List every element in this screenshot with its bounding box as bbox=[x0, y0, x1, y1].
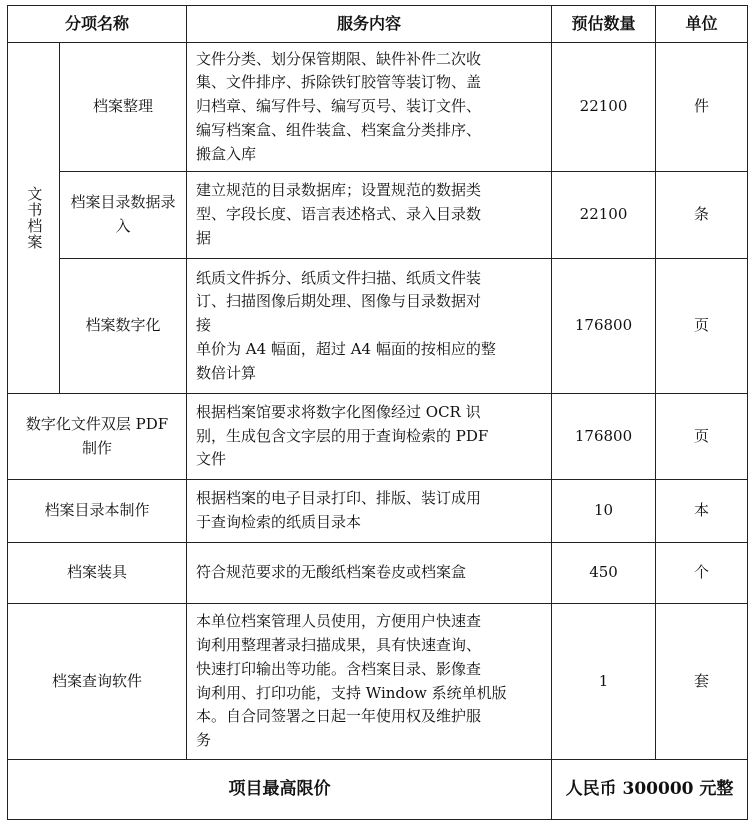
content-line: 快速打印输出等功能。含档案目录、影像查 bbox=[196, 659, 482, 678]
content-line: 根据档案的电子目录打印、排版、装订成用 bbox=[196, 489, 482, 508]
content-line: 据 bbox=[196, 228, 212, 247]
item-qty: 176800 bbox=[552, 394, 656, 480]
item-qty: 176800 bbox=[552, 259, 656, 394]
table-row bbox=[8, 172, 748, 259]
item-unit: 个 bbox=[656, 543, 748, 604]
item-content bbox=[187, 259, 552, 394]
content-line: 接 bbox=[196, 316, 212, 335]
table-header-row bbox=[8, 6, 748, 43]
item-content bbox=[187, 43, 552, 172]
content-line: 建立规范的目录数据库；设置规范的数据类 bbox=[196, 181, 482, 200]
group-cell bbox=[8, 43, 60, 394]
table-row bbox=[8, 43, 748, 172]
total-row bbox=[8, 760, 748, 820]
content-line: 文件 bbox=[196, 450, 227, 469]
item-name: 档案查询软件 bbox=[8, 604, 187, 760]
content-line: 订、扫描图像后期处理、图像与目录数据对 bbox=[196, 292, 482, 311]
item-name: 数字化文件双层 PDF 制作 bbox=[8, 394, 187, 480]
item-unit: 套 bbox=[656, 604, 748, 760]
item-qty: 22100 bbox=[552, 172, 656, 259]
item-content bbox=[187, 604, 552, 760]
content-line: 搬盒入库 bbox=[196, 144, 257, 163]
content-line: 编写档案盒、组件装盒、档案盒分类排序、 bbox=[196, 120, 482, 139]
content-line: 根据档案馆要求将数字化图像经过 OCR 识 bbox=[196, 402, 481, 421]
item-unit: 条 bbox=[656, 172, 748, 259]
table-row bbox=[8, 394, 748, 480]
total-value: 人民币 300000 元整 bbox=[552, 760, 748, 820]
content-line: 纸质文件拆分、纸质文件扫描、纸质文件装 bbox=[196, 268, 482, 287]
content-line: 询利用整理著录扫描成果，具有快速查询、 bbox=[196, 635, 482, 654]
item-qty: 450 bbox=[552, 543, 656, 604]
content-line: 务 bbox=[196, 731, 212, 750]
table-row bbox=[8, 480, 748, 543]
item-name: 档案整理 bbox=[60, 43, 187, 172]
header-qty: 预估数量 bbox=[552, 6, 656, 43]
header-name: 分项名称 bbox=[8, 6, 187, 43]
item-name: 档案数字化 bbox=[60, 259, 187, 394]
table-row bbox=[8, 604, 748, 760]
content-line: 型、字段长度、语言表述格式、录入目录数 bbox=[196, 205, 482, 224]
item-unit: 页 bbox=[656, 394, 748, 480]
content-line: 别，生成包含文字层的用于查询检索的 PDF bbox=[196, 426, 489, 445]
item-unit: 页 bbox=[656, 259, 748, 394]
header-unit: 单位 bbox=[656, 6, 748, 43]
total-label: 项目最高限价 bbox=[8, 760, 552, 820]
item-content bbox=[187, 480, 552, 543]
content-line: 本单位档案管理人员使用，方便用户快速查 bbox=[196, 612, 482, 631]
content-line: 文件分类、划分保管期限、缺件补件二次收 bbox=[196, 49, 482, 68]
content-line: 符合规范要求的无酸纸档案卷皮或档案盒 bbox=[196, 563, 467, 582]
service-table bbox=[7, 5, 748, 820]
content-line: 于查询检索的纸质目录本 bbox=[196, 513, 362, 531]
item-content bbox=[187, 172, 552, 259]
content-line: 归档章、编写件号、编写页号、装订文件、 bbox=[196, 97, 482, 116]
item-content bbox=[187, 543, 552, 604]
item-unit: 件 bbox=[656, 43, 748, 172]
content-line: 数倍计算 bbox=[196, 363, 257, 382]
item-name: 档案装具 bbox=[8, 543, 187, 604]
item-qty: 10 bbox=[552, 480, 656, 543]
table-row bbox=[8, 259, 748, 394]
header-content: 服务内容 bbox=[187, 6, 552, 43]
table-row bbox=[8, 543, 748, 604]
group-label: 文书档案 bbox=[25, 186, 44, 250]
content-line: 集、文件排序、拆除铁钉胶管等装订物、盖 bbox=[196, 73, 482, 92]
item-qty: 1 bbox=[552, 604, 656, 760]
content-line: 单价为 A4 幅面，超过 A4 幅面的按相应的整 bbox=[196, 339, 496, 358]
content-line: 本。自合同签署之日起一年使用权及维护服 bbox=[196, 707, 482, 726]
item-content bbox=[187, 394, 552, 480]
item-name: 档案目录数据录入 bbox=[60, 172, 187, 259]
content-line: 询利用、打印功能，支持 Window 系统单机版 bbox=[196, 683, 507, 702]
item-unit: 本 bbox=[656, 480, 748, 543]
item-name: 档案目录本制作 bbox=[8, 480, 187, 543]
item-qty: 22100 bbox=[552, 43, 656, 172]
